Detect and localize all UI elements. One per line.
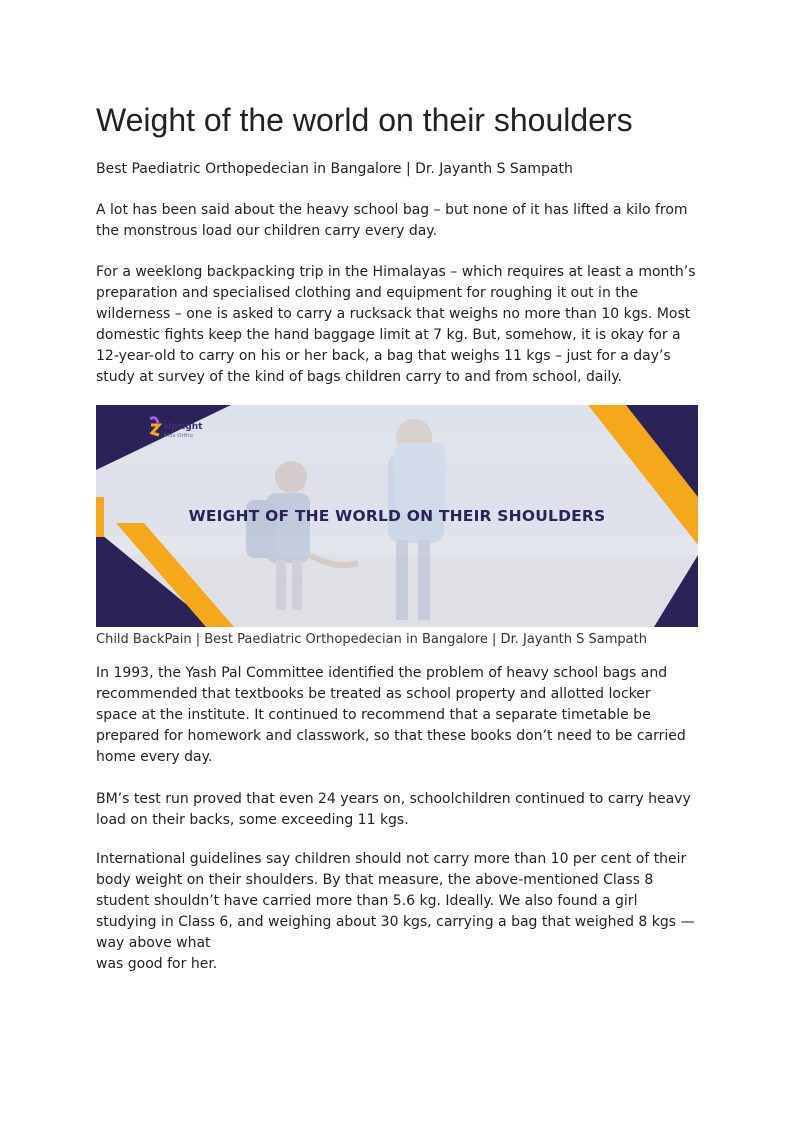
text-line: A lot has been said about the heavy school bag – but none of it has lifted a kilo from — [96, 202, 688, 218]
text-line: body weight on their shoulders. By that measure, the above-mentioned Class 8 — [96, 872, 654, 888]
paragraph-guidelines — [96, 849, 700, 975]
text-line: 12-year-old to carry on his or her back, a bag that weighs 11 kgs – just for a day’s — [96, 348, 671, 364]
paragraph-himalayas — [96, 262, 700, 388]
article-banner-image — [96, 405, 698, 627]
text-line: home every day. — [96, 749, 213, 765]
logo-name: Upright — [164, 422, 203, 432]
text-line: BM’s test run proved that even 24 years on, schoolchildren continued to carry heavy — [96, 791, 691, 807]
text-line: load on their backs, some exceeding 11 kgs. — [96, 812, 409, 828]
subtitle-line: Best Paediatric Orthopedecian in Bangalore | Dr. Jayanth S Sampath — [96, 161, 573, 177]
text-line: prepared for homework and classwork, so that these books don’t need to be carried — [96, 728, 686, 744]
text-line: domestic fights keep the hand baggage limit at 7 kg. But, somehow, it is okay for a — [96, 327, 681, 343]
paragraph-yash-pal — [96, 663, 700, 768]
text-line: study at survey of the kind of bags children carry to and from school, daily. — [96, 369, 622, 385]
text-line: the monstrous load our children carry every day. — [96, 223, 438, 239]
text-line: studying in Class 6, and weighing about 30 kgs, carrying a bag that weighed 8 kgs — — [96, 914, 695, 930]
banner-graphic — [96, 405, 698, 627]
article-title: Weight of the world on their shoulders — [96, 102, 633, 138]
image-caption: Child BackPain | Best Paediatric Orthopedecian in Bangalore | Dr. Jayanth S Sampath — [96, 632, 647, 647]
text-line: recommended that textbooks be treated as school property and allotted locker — [96, 686, 651, 702]
text-line: way above what — [96, 935, 211, 951]
decor-orange-left-edge — [96, 497, 104, 537]
text-line: preparation and specialised clothing and equipment for roughing it out in the — [96, 285, 639, 301]
text-line: space at the institute. It continued to recommend that a separate timetable be — [96, 707, 651, 723]
text-line: In 1993, the Yash Pal Committee identified the problem of heavy school bags and — [96, 665, 668, 681]
text-line: International guidelines say children should not carry more than 10 per cent of their — [96, 851, 687, 867]
text-line: was good for her. — [96, 956, 218, 972]
text-line: For a weeklong backpacking trip in the Himalayas – which requires at least a month’s — [96, 264, 696, 280]
text-line: wilderness – one is asked to carry a rucksack that weighs no more than 10 kgs. Most — [96, 306, 691, 322]
paragraph-intro — [96, 200, 700, 242]
article-subtitle — [96, 159, 700, 180]
banner-heading: WEIGHT OF THE WORLD ON THEIR SHOULDERS — [188, 507, 606, 525]
text-line: student shouldn’t have carried more than 5.6 kg. Ideally. We also found a girl — [96, 893, 638, 909]
logo-subtitle: Kids Ortho — [164, 433, 193, 439]
paragraph-test-run — [96, 789, 700, 831]
